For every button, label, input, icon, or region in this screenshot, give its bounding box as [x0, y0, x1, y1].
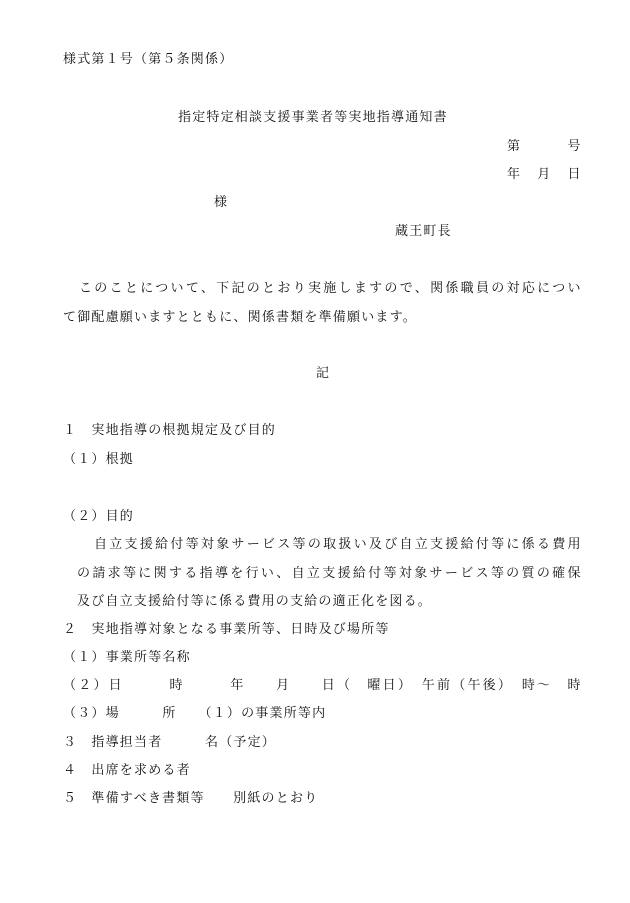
item-2-sub-2-datetime: （２）日 時 年 月 日（ 曜日） 午前（午後） 時～ 時: [63, 678, 581, 693]
item-1-sub-2: （２）目的: [63, 509, 135, 524]
addressee-suffix: 様: [214, 195, 229, 210]
item-1-sub-1: （１）根拠: [63, 452, 135, 467]
item-4-attendees: ４ 出席を求める者: [63, 763, 191, 778]
item-2-sub-3-place: （３）場 所 （１）の事業所等内: [63, 706, 327, 721]
form-number: 様式第１号（第５条関係）: [63, 52, 234, 67]
item-1-heading: １ 実地指導の根拠規定及び目的: [63, 423, 277, 438]
intro-line-1: このことについて、下記のとおり実施しますので、関係職員の対応につい: [79, 281, 581, 296]
item-5-documents: ５ 準備すべき書類等 別紙のとおり: [63, 791, 319, 806]
purpose-line-1: 自立支援給付等対象サービス等の取扱い及び自立支援給付等に係る費用: [94, 537, 581, 552]
date-line: 年 月 日: [507, 167, 581, 182]
item-3-staff: ３ 指導担当者 名（予定）: [63, 735, 277, 750]
ki-heading: 記: [316, 366, 331, 381]
intro-line-2: て御配慮願いますとともに、関係書類を準備願います。: [63, 310, 417, 325]
item-2-sub-1: （１）事業所等名称: [63, 650, 191, 665]
purpose-line-2: の請求等に関する指導を行い、自立支援給付等対象サービス等の質の確保: [77, 566, 581, 581]
number-line: 第 号: [507, 139, 581, 154]
purpose-line-3: 及び自立支援給付等に係る費用の支給の適正化を図る。: [77, 594, 433, 609]
document-title: 指定特定相談支援事業者等実地指導通知書: [178, 110, 448, 125]
sender-name: 蔵王町長: [395, 224, 452, 239]
item-2-heading: ２ 実地指導対象となる事業所等、日時及び場所等: [63, 622, 390, 637]
